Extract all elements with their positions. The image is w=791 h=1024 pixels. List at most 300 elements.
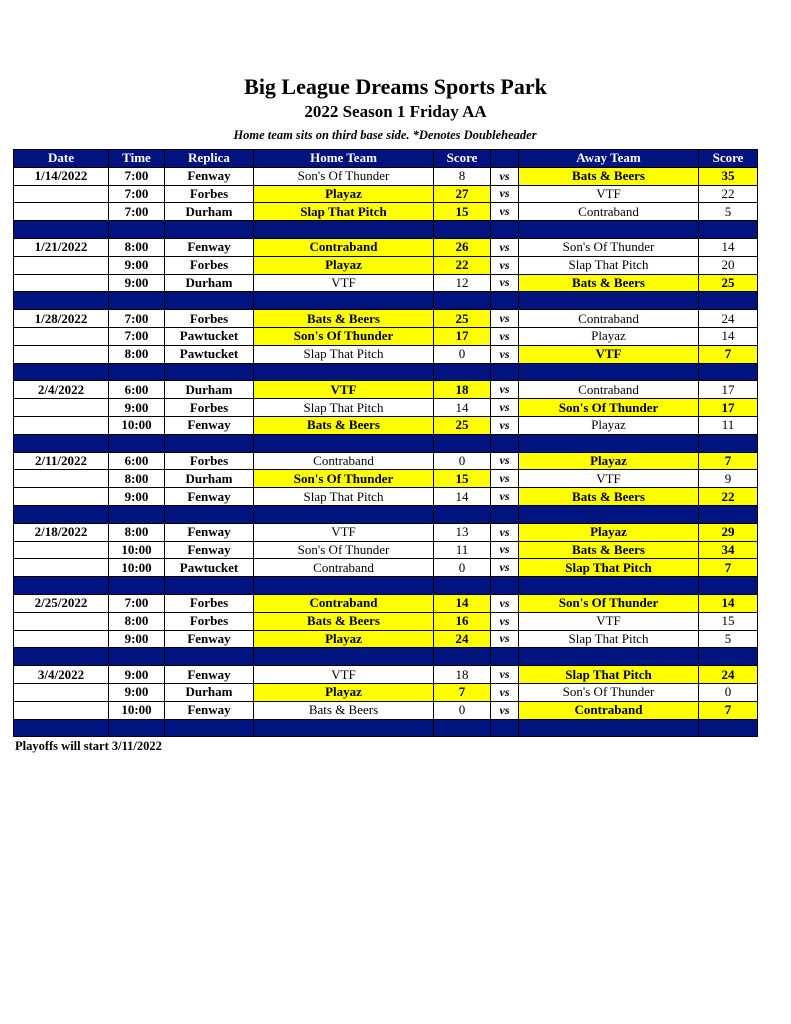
separator-cell — [699, 363, 758, 381]
separator-cell — [519, 221, 699, 239]
home-team-cell: Slap That Pitch — [254, 203, 434, 221]
away-score-cell: 14 — [699, 238, 758, 256]
separator-cell — [14, 505, 109, 523]
away-team-cell: VTF — [519, 345, 699, 363]
field-cell: Forbes — [165, 452, 254, 470]
col-date: Date — [14, 150, 109, 168]
time-cell: 9:00 — [109, 399, 165, 417]
date-cell — [14, 559, 109, 577]
away-score-cell: 7 — [699, 701, 758, 719]
home-team-cell: Slap That Pitch — [254, 345, 434, 363]
separator-cell — [519, 505, 699, 523]
separator-cell — [491, 648, 519, 666]
time-cell: 10:00 — [109, 541, 165, 559]
footer-note: Playoffs will start 3/11/2022 — [15, 739, 162, 753]
home-team-cell: Son's Of Thunder — [254, 470, 434, 488]
vs-cell: vs — [491, 488, 519, 506]
header-row — [14, 150, 758, 168]
home-team-cell: Son's Of Thunder — [254, 541, 434, 559]
game-row — [14, 399, 758, 417]
home-team-cell: VTF — [254, 523, 434, 541]
vs-cell: vs — [491, 381, 519, 399]
home-score-cell: 11 — [434, 541, 491, 559]
vs-cell: vs — [491, 541, 519, 559]
game-row — [14, 416, 758, 434]
away-team-cell: Playaz — [519, 416, 699, 434]
col-home-score: Score — [434, 150, 491, 168]
separator-cell — [434, 648, 491, 666]
field-cell: Pawtucket — [165, 345, 254, 363]
week-separator — [14, 221, 758, 239]
separator-cell — [165, 434, 254, 452]
home-team-cell: Contraband — [254, 452, 434, 470]
away-team-cell: Contraband — [519, 701, 699, 719]
home-team-cell: Contraband — [254, 559, 434, 577]
time-cell: 7:00 — [109, 327, 165, 345]
home-score-cell: 7 — [434, 683, 491, 701]
date-cell — [14, 345, 109, 363]
col-vs — [491, 150, 519, 168]
field-cell: Durham — [165, 470, 254, 488]
separator-cell — [14, 292, 109, 310]
vs-cell: vs — [491, 238, 519, 256]
date-cell — [14, 488, 109, 506]
away-score-cell: 5 — [699, 203, 758, 221]
separator-cell — [519, 719, 699, 737]
date-cell — [14, 541, 109, 559]
separator-cell — [165, 363, 254, 381]
game-row — [14, 167, 758, 185]
week-separator — [14, 505, 758, 523]
game-row — [14, 488, 758, 506]
separator-cell — [109, 505, 165, 523]
separator-cell — [434, 292, 491, 310]
date-cell — [14, 327, 109, 345]
week-separator — [14, 363, 758, 381]
week-separator — [14, 719, 758, 737]
away-team-cell: Contraband — [519, 310, 699, 328]
game-row — [14, 541, 758, 559]
home-score-cell: 25 — [434, 416, 491, 434]
time-cell: 8:00 — [109, 470, 165, 488]
separator-cell — [109, 434, 165, 452]
away-team-cell: Slap That Pitch — [519, 630, 699, 648]
away-team-cell: Playaz — [519, 523, 699, 541]
date-cell — [14, 416, 109, 434]
field-cell: Pawtucket — [165, 559, 254, 577]
separator-cell — [109, 292, 165, 310]
vs-cell: vs — [491, 167, 519, 185]
separator-cell — [491, 221, 519, 239]
home-score-cell: 15 — [434, 470, 491, 488]
time-cell: 10:00 — [109, 416, 165, 434]
home-score-cell: 0 — [434, 701, 491, 719]
time-cell: 8:00 — [109, 523, 165, 541]
page-subtitle: 2022 Season 1 Friday AA — [304, 102, 487, 121]
away-score-cell: 14 — [699, 327, 758, 345]
away-team-cell: Slap That Pitch — [519, 256, 699, 274]
separator-cell — [699, 577, 758, 595]
away-score-cell: 29 — [699, 523, 758, 541]
separator-cell — [165, 577, 254, 595]
home-score-cell: 14 — [434, 399, 491, 417]
home-score-cell: 22 — [434, 256, 491, 274]
away-score-cell: 7 — [699, 559, 758, 577]
time-cell: 10:00 — [109, 701, 165, 719]
vs-cell: vs — [491, 399, 519, 417]
time-cell: 9:00 — [109, 683, 165, 701]
away-team-cell: Slap That Pitch — [519, 666, 699, 684]
separator-cell — [519, 363, 699, 381]
game-row — [14, 630, 758, 648]
vs-cell: vs — [491, 185, 519, 203]
separator-cell — [165, 505, 254, 523]
field-cell: Durham — [165, 203, 254, 221]
away-team-cell: Contraband — [519, 381, 699, 399]
away-team-cell: Slap That Pitch — [519, 559, 699, 577]
away-score-cell: 17 — [699, 381, 758, 399]
home-score-cell: 13 — [434, 523, 491, 541]
date-cell: 2/18/2022 — [14, 523, 109, 541]
away-score-cell: 22 — [699, 488, 758, 506]
home-team-cell: Bats & Beers — [254, 701, 434, 719]
away-score-cell: 20 — [699, 256, 758, 274]
home-score-cell: 8 — [434, 167, 491, 185]
date-cell — [14, 683, 109, 701]
time-cell: 9:00 — [109, 256, 165, 274]
game-row — [14, 274, 758, 292]
separator-cell — [254, 648, 434, 666]
vs-cell: vs — [491, 327, 519, 345]
time-cell: 6:00 — [109, 452, 165, 470]
date-cell: 1/28/2022 — [14, 310, 109, 328]
home-team-cell: Playaz — [254, 256, 434, 274]
vs-cell: vs — [491, 470, 519, 488]
separator-cell — [165, 292, 254, 310]
home-score-cell: 0 — [434, 345, 491, 363]
home-score-cell: 0 — [434, 452, 491, 470]
home-score-cell: 14 — [434, 488, 491, 506]
game-row — [14, 185, 758, 203]
game-row — [14, 381, 758, 399]
date-cell — [14, 274, 109, 292]
home-score-cell: 16 — [434, 612, 491, 630]
field-cell: Fenway — [165, 238, 254, 256]
home-score-cell: 17 — [434, 327, 491, 345]
game-row — [14, 523, 758, 541]
field-cell: Durham — [165, 274, 254, 292]
field-cell: Durham — [165, 381, 254, 399]
separator-cell — [434, 719, 491, 737]
week-separator — [14, 648, 758, 666]
separator-cell — [14, 719, 109, 737]
separator-cell — [491, 577, 519, 595]
time-cell: 8:00 — [109, 612, 165, 630]
home-team-cell: Son's Of Thunder — [254, 327, 434, 345]
away-team-cell: Son's Of Thunder — [519, 238, 699, 256]
away-team-cell: VTF — [519, 612, 699, 630]
field-cell: Fenway — [165, 541, 254, 559]
date-cell: 2/11/2022 — [14, 452, 109, 470]
vs-cell: vs — [491, 594, 519, 612]
away-score-cell: 35 — [699, 167, 758, 185]
away-score-cell: 17 — [699, 399, 758, 417]
separator-cell — [519, 434, 699, 452]
game-row — [14, 683, 758, 701]
time-cell: 8:00 — [109, 238, 165, 256]
separator-cell — [109, 577, 165, 595]
separator-cell — [109, 363, 165, 381]
vs-cell: vs — [491, 559, 519, 577]
time-cell: 9:00 — [109, 488, 165, 506]
date-cell — [14, 612, 109, 630]
vs-cell: vs — [491, 666, 519, 684]
game-row — [14, 327, 758, 345]
home-team-cell: Bats & Beers — [254, 416, 434, 434]
time-cell: 7:00 — [109, 203, 165, 221]
home-team-cell: Contraband — [254, 238, 434, 256]
away-team-cell: Son's Of Thunder — [519, 683, 699, 701]
separator-cell — [165, 221, 254, 239]
col-replica: Replica — [165, 150, 254, 168]
away-team-cell: VTF — [519, 470, 699, 488]
schedule-note: Home team sits on third base side. *Denotes Doubleheader — [233, 128, 537, 142]
separator-cell — [254, 434, 434, 452]
time-cell: 9:00 — [109, 630, 165, 648]
col-away-score: Score — [699, 150, 758, 168]
week-separator — [14, 292, 758, 310]
home-score-cell: 15 — [434, 203, 491, 221]
separator-cell — [165, 648, 254, 666]
field-cell: Fenway — [165, 666, 254, 684]
date-cell: 2/25/2022 — [14, 594, 109, 612]
time-cell: 9:00 — [109, 666, 165, 684]
home-score-cell: 24 — [434, 630, 491, 648]
date-cell: 2/4/2022 — [14, 381, 109, 399]
separator-cell — [254, 363, 434, 381]
away-team-cell: Bats & Beers — [519, 274, 699, 292]
field-cell: Fenway — [165, 416, 254, 434]
vs-cell: vs — [491, 310, 519, 328]
separator-cell — [519, 292, 699, 310]
away-team-cell: Bats & Beers — [519, 541, 699, 559]
separator-cell — [699, 434, 758, 452]
home-team-cell: Slap That Pitch — [254, 399, 434, 417]
week-separator — [14, 434, 758, 452]
vs-cell: vs — [491, 452, 519, 470]
date-cell: 1/21/2022 — [14, 238, 109, 256]
separator-cell — [434, 505, 491, 523]
home-team-cell: Playaz — [254, 683, 434, 701]
field-cell: Fenway — [165, 701, 254, 719]
away-team-cell: Son's Of Thunder — [519, 594, 699, 612]
separator-cell — [519, 577, 699, 595]
away-team-cell: Playaz — [519, 452, 699, 470]
game-row — [14, 559, 758, 577]
time-cell: 7:00 — [109, 167, 165, 185]
field-cell: Durham — [165, 683, 254, 701]
home-team-cell: Son's Of Thunder — [254, 167, 434, 185]
field-cell: Forbes — [165, 185, 254, 203]
date-cell — [14, 256, 109, 274]
home-team-cell: Bats & Beers — [254, 612, 434, 630]
away-score-cell: 0 — [699, 683, 758, 701]
away-score-cell: 9 — [699, 470, 758, 488]
vs-cell: vs — [491, 630, 519, 648]
date-cell — [14, 203, 109, 221]
separator-cell — [165, 719, 254, 737]
away-score-cell: 34 — [699, 541, 758, 559]
date-cell: 3/4/2022 — [14, 666, 109, 684]
vs-cell: vs — [491, 345, 519, 363]
separator-cell — [699, 719, 758, 737]
away-score-cell: 24 — [699, 666, 758, 684]
separator-cell — [699, 292, 758, 310]
field-cell: Fenway — [165, 630, 254, 648]
separator-cell — [254, 505, 434, 523]
field-cell: Forbes — [165, 399, 254, 417]
home-score-cell: 26 — [434, 238, 491, 256]
time-cell: 7:00 — [109, 594, 165, 612]
date-cell: 1/14/2022 — [14, 167, 109, 185]
page-title: Big League Dreams Sports Park — [244, 74, 547, 99]
separator-cell — [14, 577, 109, 595]
field-cell: Forbes — [165, 310, 254, 328]
home-team-cell: VTF — [254, 381, 434, 399]
vs-cell: vs — [491, 523, 519, 541]
separator-cell — [491, 292, 519, 310]
schedule-table — [13, 149, 758, 737]
away-score-cell: 15 — [699, 612, 758, 630]
separator-cell — [14, 648, 109, 666]
home-team-cell: VTF — [254, 666, 434, 684]
separator-cell — [434, 221, 491, 239]
away-score-cell: 7 — [699, 345, 758, 363]
game-row — [14, 452, 758, 470]
game-row — [14, 310, 758, 328]
away-score-cell: 14 — [699, 594, 758, 612]
time-cell: 9:00 — [109, 274, 165, 292]
away-score-cell: 11 — [699, 416, 758, 434]
separator-cell — [14, 434, 109, 452]
home-score-cell: 0 — [434, 559, 491, 577]
away-team-cell: Son's Of Thunder — [519, 399, 699, 417]
home-team-cell: VTF — [254, 274, 434, 292]
field-cell: Pawtucket — [165, 327, 254, 345]
separator-cell — [699, 221, 758, 239]
game-row — [14, 203, 758, 221]
away-score-cell: 5 — [699, 630, 758, 648]
away-team-cell: VTF — [519, 185, 699, 203]
date-cell — [14, 399, 109, 417]
vs-cell: vs — [491, 203, 519, 221]
time-cell: 7:00 — [109, 185, 165, 203]
away-score-cell: 24 — [699, 310, 758, 328]
separator-cell — [14, 363, 109, 381]
separator-cell — [434, 434, 491, 452]
separator-cell — [491, 434, 519, 452]
separator-cell — [254, 221, 434, 239]
away-score-cell: 25 — [699, 274, 758, 292]
game-row — [14, 345, 758, 363]
vs-cell: vs — [491, 274, 519, 292]
field-cell: Fenway — [165, 167, 254, 185]
home-team-cell: Playaz — [254, 185, 434, 203]
date-cell — [14, 701, 109, 719]
separator-cell — [109, 648, 165, 666]
time-cell: 10:00 — [109, 559, 165, 577]
away-score-cell: 7 — [699, 452, 758, 470]
time-cell: 8:00 — [109, 345, 165, 363]
date-cell — [14, 470, 109, 488]
home-score-cell: 14 — [434, 594, 491, 612]
separator-cell — [699, 648, 758, 666]
away-team-cell: Playaz — [519, 327, 699, 345]
col-away-team: Away Team — [519, 150, 699, 168]
field-cell: Fenway — [165, 488, 254, 506]
separator-cell — [14, 221, 109, 239]
game-row — [14, 256, 758, 274]
vs-cell: vs — [491, 256, 519, 274]
home-score-cell: 18 — [434, 666, 491, 684]
week-separator — [14, 577, 758, 595]
separator-cell — [254, 719, 434, 737]
home-score-cell: 12 — [434, 274, 491, 292]
game-row — [14, 238, 758, 256]
game-row — [14, 470, 758, 488]
separator-cell — [491, 505, 519, 523]
home-team-cell: Playaz — [254, 630, 434, 648]
home-score-cell: 25 — [434, 310, 491, 328]
home-team-cell: Bats & Beers — [254, 310, 434, 328]
field-cell: Forbes — [165, 612, 254, 630]
game-row — [14, 666, 758, 684]
date-cell — [14, 630, 109, 648]
time-cell: 7:00 — [109, 310, 165, 328]
field-cell: Forbes — [165, 256, 254, 274]
time-cell: 6:00 — [109, 381, 165, 399]
separator-cell — [109, 221, 165, 239]
away-team-cell: Bats & Beers — [519, 488, 699, 506]
col-time: Time — [109, 150, 165, 168]
date-cell — [14, 185, 109, 203]
separator-cell — [434, 577, 491, 595]
away-team-cell: Contraband — [519, 203, 699, 221]
separator-cell — [254, 292, 434, 310]
home-score-cell: 27 — [434, 185, 491, 203]
separator-cell — [254, 577, 434, 595]
separator-cell — [519, 648, 699, 666]
home-score-cell: 18 — [434, 381, 491, 399]
field-cell: Fenway — [165, 523, 254, 541]
home-team-cell: Contraband — [254, 594, 434, 612]
vs-cell: vs — [491, 701, 519, 719]
separator-cell — [434, 363, 491, 381]
home-team-cell: Slap That Pitch — [254, 488, 434, 506]
away-score-cell: 22 — [699, 185, 758, 203]
game-row — [14, 594, 758, 612]
away-team-cell: Bats & Beers — [519, 167, 699, 185]
field-cell: Forbes — [165, 594, 254, 612]
game-row — [14, 612, 758, 630]
game-row — [14, 701, 758, 719]
col-home-team: Home Team — [254, 150, 434, 168]
separator-cell — [109, 719, 165, 737]
vs-cell: vs — [491, 416, 519, 434]
vs-cell: vs — [491, 683, 519, 701]
separator-cell — [699, 505, 758, 523]
separator-cell — [491, 719, 519, 737]
